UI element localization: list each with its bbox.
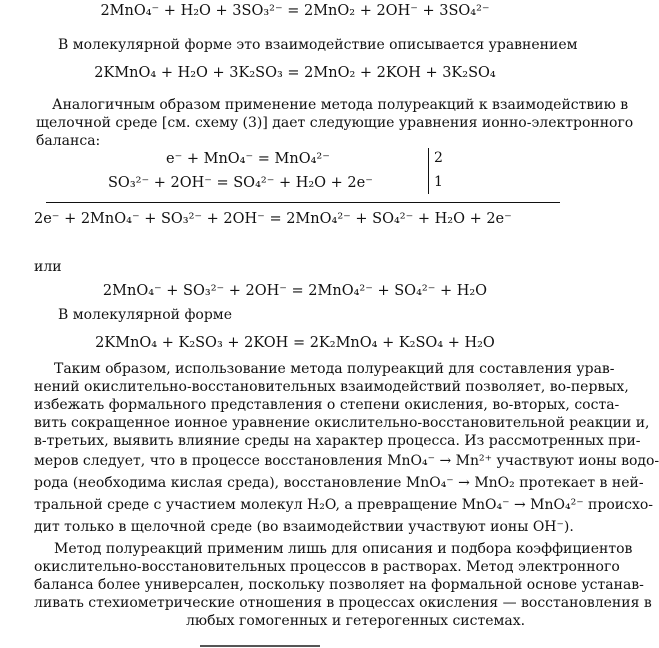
balance-coefficient: 2 xyxy=(434,150,443,166)
half-reaction-reduction: e⁻ + MnO₄⁻ = MnO₄²⁻ xyxy=(166,151,330,167)
paragraph-line: избежать формального представления о степени окисления, во-вторых, соста- xyxy=(34,397,620,413)
paragraph-line: баланса более универсален, поскольку позволяет на формальной основе устанав- xyxy=(34,577,644,593)
summation-rule xyxy=(46,202,560,203)
paragraph-line: в-третьих, выявить влияние среды на характер процесса. Из рассмотренных при- xyxy=(34,433,641,449)
paragraph-line: щелочной среде [см. схему (3)] дает следующие уравнения ионно-электронного xyxy=(36,115,634,131)
paragraph-line: окислительно-восстановительных процессов в растворах. Метод электронного xyxy=(34,559,620,575)
equation-molecular-alkaline: 2KMnO₄ + K₂SO₃ + 2KOH = 2K₂MnO₄ + K₂SO₄ + H₂O xyxy=(95,335,495,351)
paragraph-line: В молекулярной форме это взаимодействие описывается уравнением xyxy=(58,37,578,53)
paragraph-line: Метод полуреакций применим лишь для описания и подбора коэффициентов xyxy=(54,541,633,557)
paragraph-line: ливать стехиометрические отношения в процессах окисления — восстановления в xyxy=(34,595,652,611)
balance-bar xyxy=(428,148,429,194)
paragraph-line: вить сокращенное ионное уравнение окислительно-восстановительной реакции и, xyxy=(34,415,650,431)
equation-molecular-neutral: 2KMnO₄ + H₂O + 3K₂SO₃ = 2MnO₂ + 2KOH + 3K₂SO₄ xyxy=(94,65,496,81)
balance-coefficient: 1 xyxy=(434,174,443,190)
paragraph-line: дит только в щелочной среде (во взаимодействии участвуют ионы OH⁻). xyxy=(34,519,574,535)
equation-ionic-alkaline: 2MnO₄⁻ + SO₃²⁻ + 2OH⁻ = 2MnO₄²⁻ + SO₄²⁻ + H₂O xyxy=(102,283,488,299)
paragraph-line: В молекулярной форме xyxy=(58,307,232,323)
paragraph-line: или xyxy=(34,259,62,275)
half-reaction-oxidation: SO₃²⁻ + 2OH⁻ = SO₄²⁻ + H₂O + 2e⁻ xyxy=(108,175,373,191)
next-line-cutoff xyxy=(0,642,590,648)
equation-ionic-neutral: 2MnO₄⁻ + H₂O + 3SO₃²⁻ = 2MnO₂ + 2OH⁻ + 3SO₄²⁻ xyxy=(100,3,490,19)
equation-summed: 2e⁻ + 2MnO₄⁻ + SO₃²⁻ + 2OH⁻ = 2MnO₄²⁻ + SO₄²⁻ + H₂O + 2e⁻ xyxy=(34,211,512,227)
paragraph-line: тральной среде с участием молекул H₂O, а превращение MnO₄⁻ → MnO₄²⁻ происхо- xyxy=(34,497,654,513)
paragraph-line: любых гомогенных и гетерогенных системах. xyxy=(186,613,526,629)
paragraph-line: меров следует, что в процессе восстановления MnO₄⁻ → Mn²⁺ участвуют ионы водо- xyxy=(34,453,659,469)
paragraph-line: Аналогичным образом применение метода полуреакций к взаимодействию в xyxy=(52,97,629,113)
paragraph-line: нений окислительно-восстановительных взаимодействий позволяет, во-первых, xyxy=(34,379,629,395)
paragraph-line: Таким образом, использование метода полуреакций для составления урав- xyxy=(54,361,615,377)
paragraph-line: рода (необходима кислая среда), восстановление MnO₄⁻ → MnO₂ протекает в ней- xyxy=(34,475,644,491)
paragraph-line: баланса: xyxy=(36,133,101,149)
